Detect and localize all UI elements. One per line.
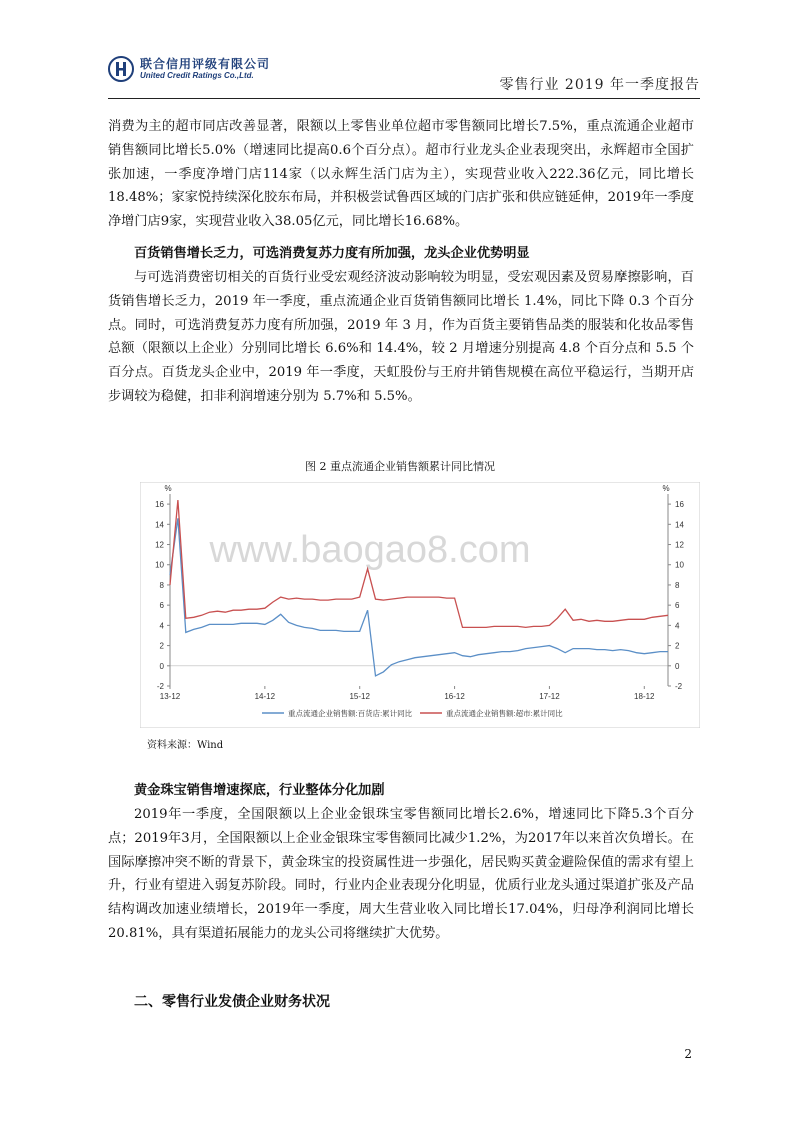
left-tick-label: 0 — [159, 661, 164, 671]
page-number: 2 — [684, 1047, 692, 1061]
paragraph-department-store: 与可选消费密切相关的百货行业受宏观经济波动影响较为明显，受宏观因素及贸易摩擦影响，百货销售增长乏力，2019 年一季度，重点流通企业百货销售额同比增长 1.4%，同比下降 0.3 个百分点。同时，可选消费复苏力度有所加强，2019 年 3 月，作为百货主要销售品类的服装和化妆品零售总额（限额以上企业）分别同比增长 6.6%和 14.4%，较 2 月增速分别提高 4.8 个百分点和 5.5 个百分点。百货龙头企业中，2019 年一季度，天虹股份与王府井销售规模在高位平稳运行，当期开店步调较为稳健，扣非利润增速分别为 5.7%和 5.5%。 — [108, 270, 694, 404]
company-name-cn: 联合信用评级有限公司 — [140, 57, 271, 71]
section-title-bond-issuers: 二、零售行业发债企业财务状况 — [134, 994, 330, 1010]
right-tick-label: -2 — [675, 682, 683, 691]
figure-caption: 图 2 重点流通企业销售额累计同比情况 — [305, 460, 495, 473]
legend-label: 重点流通企业销售额:百货店:累计同比 — [288, 709, 413, 718]
legend-label: 重点流通企业销售额:超市:累计同比 — [446, 709, 563, 718]
chart-source: 资料来源：Wind — [147, 740, 224, 751]
company-logo-icon — [108, 56, 134, 82]
paragraph-supermarket: 消费为主的超市同店改善显著，限额以上零售业单位超市零售额同比增长7.5%，重点流通企业超市销售额同比增长5.0%（增速同比提高0.6个百分点）。超市行业龙头企业表现突出，永辉超市全国扩张加速，一季度净增门店114家（以永辉生活门店为主），实现营业收入222.36亿元，同比增长18.48%；家家悦持续深化胶东布局，并积极尝试鲁西区域的门店扩张和供应链延伸，2019年一季度净增门店9家，实现营业收入38.05亿元，同比增长16.68%。 — [108, 119, 694, 230]
report-title: 零售行业 2019 年一季度报告 — [499, 77, 700, 93]
left-tick-label: -2 — [156, 682, 164, 691]
heading-jewelry: 黄金珠宝销售增速探底，行业整体分化加剧 — [134, 783, 385, 798]
left-tick-label: 10 — [155, 560, 164, 570]
right-axis-unit: % — [662, 484, 670, 493]
right-tick-label: 2 — [675, 641, 680, 651]
right-tick-label: 12 — [675, 540, 684, 550]
x-tick-label: 18-12 — [634, 692, 655, 701]
chart-watermark: www.baogao8.com — [209, 529, 531, 571]
x-tick-label: 14-12 — [254, 692, 276, 701]
right-tick-label: 0 — [675, 661, 680, 671]
right-tick-label: 4 — [675, 621, 680, 631]
left-tick-label: 6 — [159, 601, 164, 611]
right-tick-label: 6 — [675, 601, 680, 611]
right-tick-label: 10 — [675, 560, 684, 570]
right-tick-label: 14 — [675, 520, 684, 530]
left-tick-label: 14 — [155, 520, 164, 530]
left-tick-label: 8 — [159, 580, 164, 590]
left-tick-label: 4 — [159, 621, 164, 631]
paragraph-jewelry: 2019年一季度，全国限额以上企业金银珠宝零售额同比增长2.6%，增速同比下降5.3个百分点；2019年3月，全国限额以上企业金银珠宝零售额同比减少1.2%，为2017年以来首次负增长。在国际摩擦冲突不断的背景下，黄金珠宝的投资属性进一步强化，居民购买黄金避险保值的需求有望上升，行业有望进入弱复苏阶段。同时，行业内企业表现分化明显，优质行业龙头通过渠道扩张及产品结构调改加速业绩增长，2019年一季度，周大生营业收入同比增长17.04%，归母净利润同比增长20.81%，具有渠道拓展能力的龙头公司将继续扩大优势。 — [108, 807, 694, 941]
heading-department-store: 百货销售增长乏力，可选消费复苏力度有所加强，龙头企业优势明显 — [134, 246, 530, 261]
right-tick-label: 8 — [675, 580, 680, 590]
sales-growth-line-chart — [140, 482, 700, 728]
right-tick-label: 16 — [675, 500, 684, 510]
left-tick-label: 12 — [155, 540, 164, 550]
x-tick-label: 17-12 — [539, 692, 560, 701]
company-name-en: United Credit Ratings Co.,Ltd. — [140, 71, 254, 80]
left-axis-unit: % — [164, 484, 172, 493]
left-tick-label: 16 — [155, 500, 164, 510]
x-tick-label: 16-12 — [444, 692, 465, 701]
x-tick-label: 13-12 — [159, 692, 181, 701]
x-tick-label: 15-12 — [349, 692, 370, 701]
page-header — [108, 52, 700, 99]
left-tick-label: 2 — [159, 641, 164, 651]
